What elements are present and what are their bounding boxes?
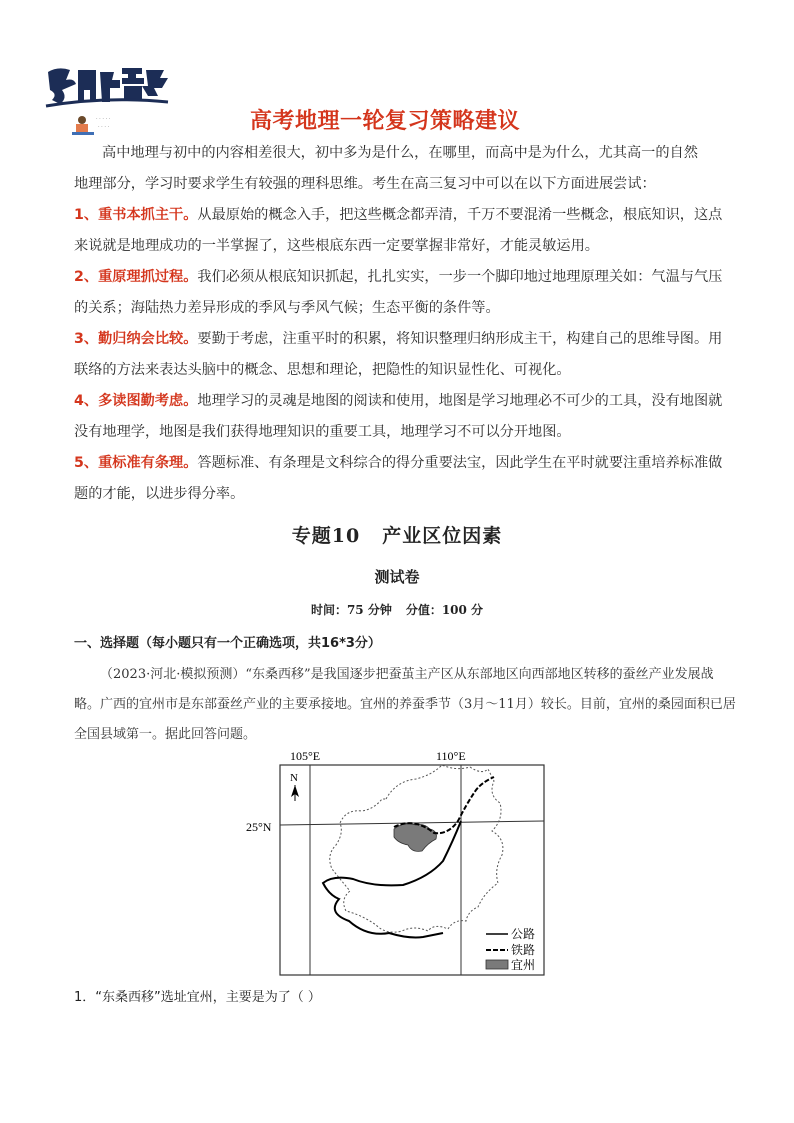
map-legend xyxy=(486,927,535,972)
tip-item: 2、重原理抓过程。我们必须从根底知识抓起，扎扎实实，一步一个脚印地过地理原理关如：气温与气压的关系；海陆热力差异形成的季风与季风气候；生态平衡的条件等。 xyxy=(74,269,723,316)
brand-logo xyxy=(42,62,172,138)
legend-yizhou-label: 宜州 xyxy=(511,958,536,972)
north-arrow xyxy=(290,772,299,801)
topic-label: 专题10 xyxy=(291,525,361,547)
tip-item: 1、重书本抓主干。从最原始的概念入手，把这些概念都弄清，千万不要混淆一些概念，根底知识，这点来说就是地理成功的一半掌握了，这些根底东西一定要掌握非常好，才能灵敏运用。 xyxy=(74,207,723,254)
topic-title xyxy=(0,521,794,548)
tip-item: 5、重标准有条理。答题标准、有条理是文科综合的得分重要法宝，因此学生在平时就要注重培养标准做题的才能，以进步得分率。 xyxy=(74,455,723,502)
lat-label-25: 25°N xyxy=(246,820,272,834)
svg-text:· · · ·: · · · · xyxy=(98,124,110,130)
guangxi-map-figure xyxy=(246,747,546,979)
legend-road-label: 公路 xyxy=(511,927,536,941)
svg-text:N: N xyxy=(290,772,298,784)
exam-score: 分值：100 分 xyxy=(405,603,484,617)
legend-yizhou-symbol xyxy=(486,960,508,969)
exam-meta xyxy=(0,601,794,618)
section-heading: 一、选择题（每小题只有一个正确选项，共16*3分） xyxy=(74,636,381,651)
legend-railway-label: 铁路 xyxy=(511,943,536,957)
intro-line-2: 地理部分，学习时要求学生有较强的理科思维。考生在高三复习中可以在以下方面进展尝试： xyxy=(74,176,656,192)
tip-item: 3、勤归纳会比较。要勤于考虑，注重平时的积累，将知识整理归纳形成主干，构建自己的思维导图。用联络的方法来表达头脑中的概念、思想和理论，把隐性的知识显性化、可视化。 xyxy=(74,331,723,378)
svg-text:· · · · ·: · · · · · xyxy=(96,116,111,122)
question-intro: （2023·河北·模拟预测）“东桑西移”是我国逐步把蚕茧主产区从东部地区向西部地区转移的蚕丝产业发展战略。广西的宜州市是东部蚕丝产业的主要承接地。宜州的养蚕季节（3月～11月）较长。目前，宜州的桑园面积已居全国县域第一。据此回答问题。 xyxy=(74,667,736,742)
yizhou-region xyxy=(394,824,436,852)
logo-student-figure xyxy=(72,116,111,135)
question-1: 1．“东桑西移”选址宜州，主要是为了（ ） xyxy=(74,990,321,1005)
topic-name: 产业区位因素 xyxy=(382,525,503,547)
lon-label-110: 110°E xyxy=(436,749,466,763)
main-title: 高考地理一轮复习策略建议 xyxy=(250,109,521,134)
highway-line xyxy=(323,821,461,938)
intro-line-1: 高中地理与初中的内容相差很大，初中多为是什么，在哪里，而高中是为什么，尤其高一的自然 xyxy=(102,145,698,161)
tips-list xyxy=(74,200,736,510)
tip-item: 4、多读图勤考虑。地理学习的灵魂是地图的阅读和使用，地图是学习地理必不可少的工具，没有地图就没有地理学，地图是我们获得地理知识的重要工具，地理学习不可以分开地图。 xyxy=(74,393,723,440)
logo-brush-text xyxy=(46,68,168,106)
intro-paragraph xyxy=(74,138,736,200)
map-frame xyxy=(280,765,544,975)
exam-subtitle: 测试卷 xyxy=(374,568,420,586)
lon-label-105: 105°E xyxy=(290,749,321,763)
exam-time: 时间：75 分钟 xyxy=(310,603,392,617)
